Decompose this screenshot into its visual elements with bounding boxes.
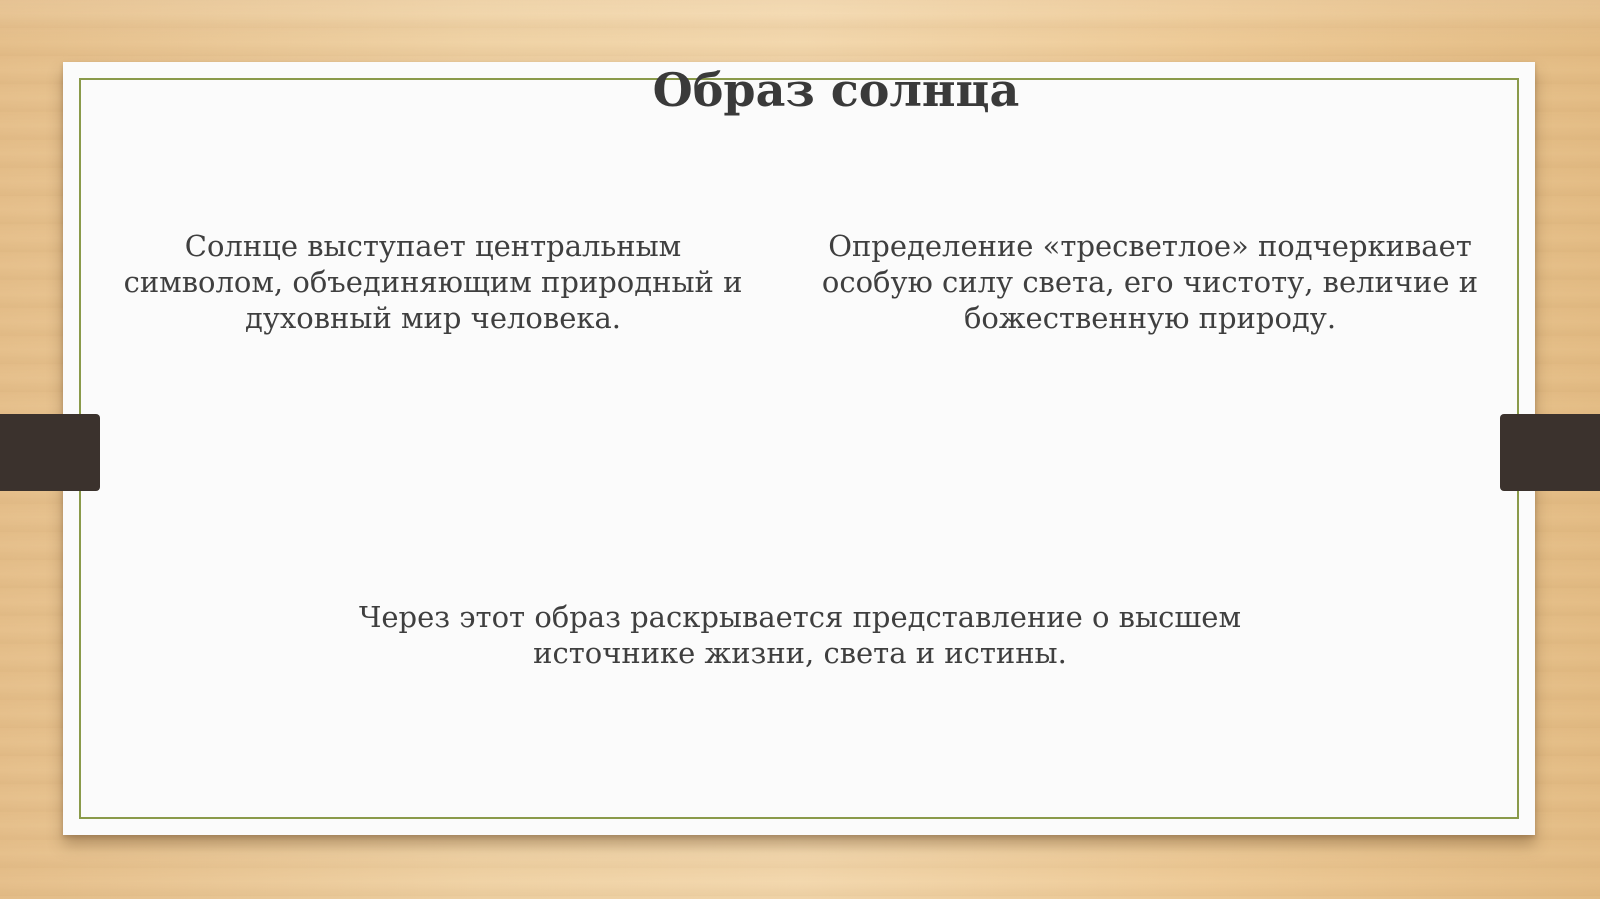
right-binder-tab bbox=[1500, 414, 1600, 491]
slide-title: Образ солнца bbox=[652, 63, 1020, 117]
right-column-text: Определение «тресветлое» подчеркивает особую силу света, его чистоту, величие и божественную природу. bbox=[821, 229, 1479, 335]
slide-frame bbox=[79, 78, 1519, 819]
slide-paper bbox=[63, 62, 1535, 835]
bottom-text: Через этот образ раскрывается представление о высшем источнике жизни, света и истины. bbox=[358, 600, 1242, 670]
left-column-text: Солнце выступает центральным символом, объединяющим природный и духовный мир человека. bbox=[123, 229, 743, 335]
left-binder-tab bbox=[0, 414, 100, 491]
